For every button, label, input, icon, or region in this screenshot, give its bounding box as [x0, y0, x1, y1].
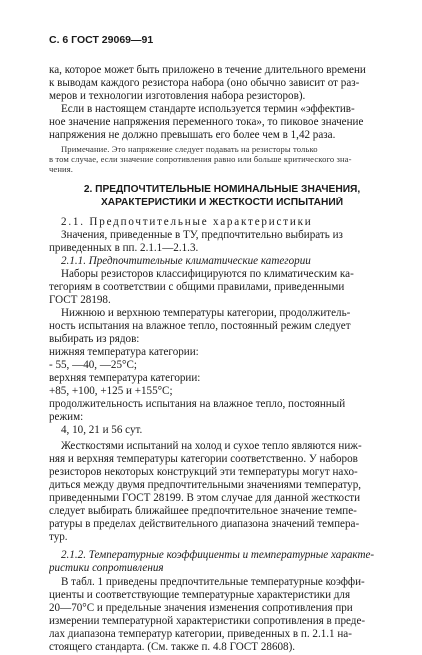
- text-line: следует выбирать ближайшее предпочтительное значение темпе-: [49, 505, 357, 517]
- text-line: выбирать из рядов:: [49, 333, 140, 345]
- note-line: Примечание. Это напряжение следует подавать на резисторы только: [61, 144, 318, 154]
- text-line: к выводам каждого резистора набора (оно обычно зависит от раз-: [49, 77, 360, 89]
- page-header: С. 6 ГОСТ 29069—91: [49, 34, 154, 46]
- text-line: ГОСТ 28198.: [49, 294, 111, 306]
- text-line: верхняя температура категории:: [49, 372, 201, 384]
- section-heading: ХАРАКТЕРИСТИКИ И ЖЕСТКОСТИ ИСПЫТАНИЙ: [100, 197, 344, 208]
- text-line: Жесткостями испытаний на холод и сухое тепло являются ниж-: [61, 440, 362, 452]
- text-line: - 55, —40, —25°С;: [49, 359, 137, 371]
- text-line: 4, 10, 21 и 56 сут.: [61, 424, 143, 436]
- text-line: приведенными ГОСТ 28199. В этом случае для данной жесткости: [49, 492, 361, 504]
- subsection-heading: ристики сопротивления: [49, 562, 164, 574]
- text-line: Значения, приведенные в ТУ, предпочтительно выбирать из: [61, 229, 343, 241]
- text-line: лах диапазона температур категории, приведенных в п. 2.1.1 на-: [49, 628, 352, 640]
- text-line: меров и технологии изготовления набора резисторов).: [49, 90, 306, 102]
- subsection-heading: 2.1.2. Температурные коэффициенты и температурные характе-: [61, 549, 375, 561]
- note-line: в том случае, если значение сопротивления равно или больше критического зна-: [49, 154, 352, 164]
- text-line: продолжительность испытания на влажное тепло, постоянный: [49, 398, 346, 410]
- text-line: ка, которое может быть приложено в течение длительного времени: [49, 64, 366, 76]
- text-line: режим:: [49, 411, 84, 423]
- text-line: ное значение напряжения переменного тока», то пиковое значение: [49, 116, 364, 128]
- text-line: стоящего стандарта. (См. также п. 4.8 ГОСТ 28608).: [49, 641, 296, 653]
- subsection-heading: 2.1.1. Предпочтительные климатические категории: [61, 255, 311, 267]
- text-line: приведенных в пп. 2.1.1—2.1.3.: [49, 242, 199, 254]
- text-line: напряжения не должно превышать его более чем в 1,42 раза.: [49, 129, 336, 141]
- text-line: В табл. 1 приведены предпочтительные температурные коэффи-: [61, 576, 365, 588]
- text-line: тур.: [49, 531, 68, 543]
- text-line: Наборы резисторов классифицируются по климатическим ка-: [61, 268, 354, 280]
- subsection-heading: 2.1. Предпочтительные характеристики: [61, 216, 313, 228]
- note-line: чения.: [49, 164, 74, 174]
- text-line: резисторов некоторых конструкций эти температуры могут нахо-: [49, 466, 358, 478]
- text-line: ратуры в пределах действительного диапазона значений темпера-: [49, 518, 360, 530]
- section-heading: 2. ПРЕДПОЧТИТЕЛЬНЫЕ НОМИНАЛЬНЫЕ ЗНАЧЕНИЯ,: [83, 184, 361, 195]
- text-line: ность испытания на влажное тепло, постоянный режим следует: [49, 320, 351, 332]
- text-line: +85, +100, +125 и +155°С;: [49, 385, 173, 397]
- text-line: Нижнюю и верхнюю температуры категории, продолжитель-: [61, 307, 351, 319]
- text-line: 20—70°С и предельные значения изменения сопротивления при: [49, 602, 353, 614]
- text-line: циенты и соответствующие температурные характеристики для: [49, 589, 351, 601]
- text-line: диться между двумя предпочтительными значениями температур,: [49, 479, 362, 491]
- text-line: тегориям в соответствии с общими правилами, приведенными: [49, 281, 345, 293]
- text-line: измерении температурной характеристики сопротивления в преде-: [49, 615, 366, 627]
- text-line: няя и верхняя температуры категории соответственно. У наборов: [49, 453, 358, 465]
- text-line: нижняя температура категории:: [49, 346, 199, 358]
- text-line: Если в настоящем стандарте используется термин «эффектив-: [61, 103, 355, 115]
